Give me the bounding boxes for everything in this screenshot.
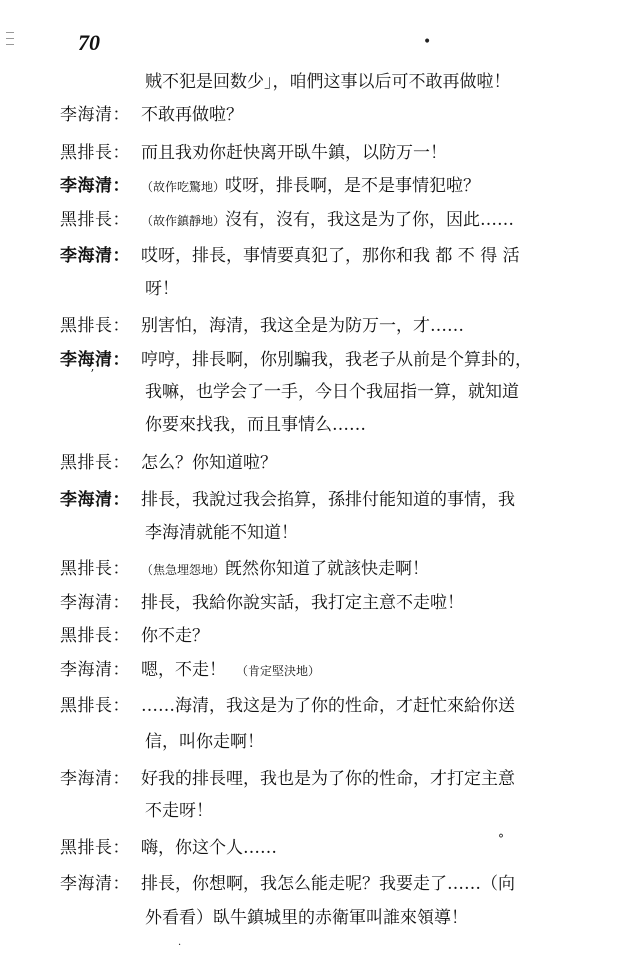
stage-direction: （故作鎮靜地） [141,214,226,228]
dialogue-text: 李海清就能不知道！ [145,523,298,543]
dialogue-line [0,484,640,516]
speaker-label: 李海清： [60,593,130,613]
dialogue-text: 信，叫你走啊！ [145,732,264,752]
dialogue-text: 排長，我給你說实話，我打定主意不走啦！ [141,593,464,613]
stage-direction: （故作吃驚地） [141,180,226,194]
dialogue-text: 好我的排長哩，我也是为了你的性命，才打定主意 [141,769,515,789]
dialogue-text: 排長，你想啊，我怎么能走呢？我要走了……（向 [141,874,515,894]
speaker-label: 李海清： [60,769,130,789]
dialogue-line [0,553,640,585]
print-speck: · [178,940,182,951]
speaker-label: 黑排長： [60,838,130,858]
binding-mark [6,38,14,39]
print-speck: • [423,34,432,50]
dialogue-text: 嗨，你这个人…… [141,838,277,858]
speaker-label: 黑排長： [60,626,130,646]
dialogue-line [0,902,640,934]
dialogue-text: 而且我劝你赶快离开臥牛鎮，以防万一！ [141,143,447,163]
dialogue-text-with-stage [141,170,612,203]
dialogue-line [0,240,640,272]
dialogue-line [0,832,640,864]
dialogue-line [0,99,640,131]
dialogue-line [0,587,640,619]
speaker-label: 黑排長： [60,696,130,716]
dialogue-line [0,344,640,376]
dialogue-text: 不走呀！ [145,801,213,821]
speaker-label: 李海清： [60,105,130,125]
dialogue-line [0,726,640,758]
dialogue-line [0,517,640,549]
speaker-label: 黑排長： [60,453,130,473]
binding-mark [6,32,14,33]
binding-mark [6,44,14,45]
dialogue-text: 沒有，沒有，我这是为了你，因此…… [225,210,515,230]
page-number: 70 [78,30,100,55]
dialogue-line [0,310,640,342]
dialogue-text-with-stage [141,204,612,237]
dialogue-line [0,763,640,795]
dialogue-text-with-stage [141,654,612,687]
dialogue-line [0,137,640,169]
dialogue-line [0,170,640,202]
dialogue-text-with-stage [141,553,612,586]
speaker-label: 李海清： [60,490,130,510]
dialogue-text: 哎呀，排長啊，是不是事情犯啦？ [225,176,481,196]
stage-direction: （肯定堅決地） [236,664,321,678]
dialogue-text: 我嘛，也学会了一手，今日个我屈指一算，就知道 [145,382,519,402]
dialogue-line [0,376,640,408]
speaker-label: 黑排長： [60,210,130,230]
dialogue-line [0,66,640,98]
dialogue-line [0,690,640,722]
speaker-label: 李海清： [60,176,130,196]
dialogue-text: 哎呀，排長，事情要真犯了，那你和我 都 不 得 活 [141,246,520,266]
speaker-label: 李海清： [60,660,130,680]
stage-direction: （焦急埋怨地） [141,563,226,577]
dialogue-line [0,409,640,441]
print-speck: ʼ [90,367,94,381]
dialogue-line [0,620,640,652]
speaker-label: 黑排長： [60,143,130,163]
dialogue-text: ……海清，我这是为了你的性命，才赶忙來給你送 [141,696,515,716]
dialogue-text: 你不走？ [141,626,209,646]
dialogue-line [0,795,640,827]
speaker-label: 李海清： [60,350,130,370]
speaker-label: 黑排長： [60,316,130,336]
dialogue-text: 贼不犯是回数少」，咱們这事以后可不敢再做啦！ [145,72,511,92]
dialogue-line [0,273,640,305]
print-speck: ° [498,832,504,846]
dialogue-text: 嗯，不走！ [141,660,226,680]
dialogue-text: 呀！ [145,279,179,299]
dialogue-line [0,204,640,236]
speaker-label: 黑排長： [60,559,130,579]
dialogue-text: 外看看）臥牛鎮城里的赤衛軍叫誰來領導！ [145,908,468,928]
dialogue-text: 别害怕，海清，我这全是为防万一，才…… [141,316,464,336]
dialogue-text: 怎么？你知道啦？ [141,453,277,473]
dialogue-line [0,868,640,900]
dialogue-text: 哼哼，排長啊，你別騙我，我老子从前是个算卦的， [141,350,532,370]
dialogue-text: 不敢再做啦？ [141,105,243,125]
dialogue-line [0,447,640,479]
dialogue-text: 旣然你知道了就該快走啊！ [225,559,430,579]
speaker-label: 李海清： [60,246,130,266]
speaker-label: 李海清： [60,874,130,894]
dialogue-line [0,654,640,686]
dialogue-text: 你要來找我，而且事情么…… [145,415,366,435]
dialogue-text: 排長，我說过我会掐算，孫排付能知道的事情，我 [141,490,515,510]
